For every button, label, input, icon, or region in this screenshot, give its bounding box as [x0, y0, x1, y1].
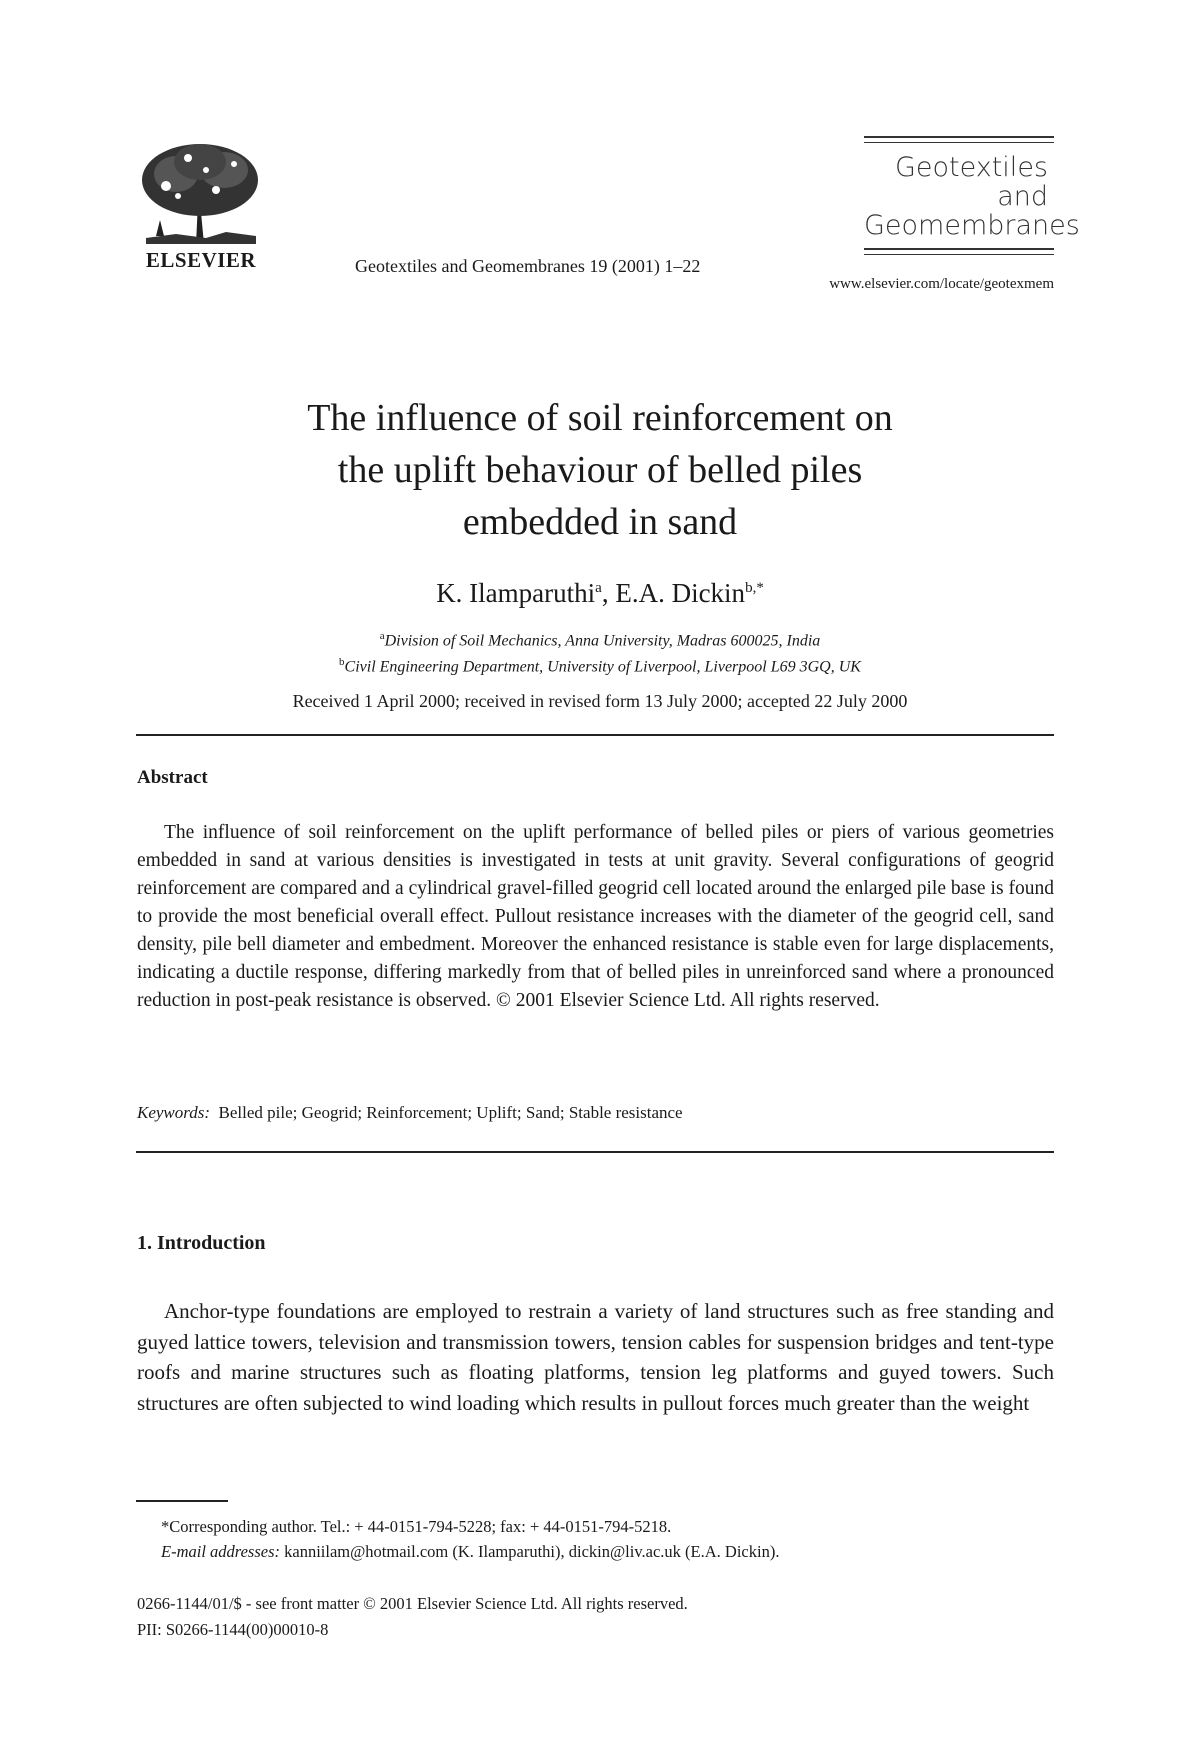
- journal-name-line: Geotextiles: [894, 152, 1048, 183]
- author-affil-mark: a: [595, 580, 602, 596]
- received-dates: Received 1 April 2000; received in revised form 13 July 2000; accepted 22 July 2000: [292, 691, 908, 711]
- journal-masthead: [864, 136, 1080, 255]
- title-line: embedded in sand: [462, 501, 738, 543]
- affiliation: [150, 656, 1050, 676]
- author-list: [150, 578, 1050, 609]
- divider-rule: [136, 1151, 1054, 1153]
- journal-url[interactable]: www.elsevier.com/locate/geotexmem: [829, 276, 1054, 292]
- elsevier-logo: [136, 140, 266, 270]
- corresponding-author-note: *Corresponding author. Tel.: + 44-0151-794-5228; fax: + 44-0151-794-5218.: [161, 1517, 672, 1536]
- section-heading: 1. Introduction: [137, 1232, 266, 1254]
- keywords-text: Belled pile; Geogrid; Reinforcement; Uplift; Sand; Stable resistance: [218, 1103, 683, 1122]
- affiliation-mark: a: [379, 630, 385, 642]
- affiliation-text: Division of Soil Mechanics, Anna University, Madras 600025, India: [384, 632, 821, 650]
- publisher-name: ELSEVIER: [145, 248, 257, 272]
- article-title: [150, 392, 1050, 548]
- author-separator: ,: [601, 578, 616, 608]
- divider-rule: [136, 734, 1054, 736]
- abstract-text: The influence of soil reinforcement on the uplift performance of belled piles or piers of various geometries embedded in sand at various densities is investigated in tests at unit gravity. Several configurations of geogrid reinforcement are compared and a cylindrical gravel-filled geogrid cell located around the enlarged pile base is found to provide the most beneficial overall effect. Pullout resistance increases with the diameter of the geogrid cell, sand density, pile bell diameter and embedment. Moreover the enhanced resistance is stable even for large displacements, indicating a ductile response, differing markedly from that of belled piles in unreinforced sand where a pronounced reduction in post-peak resistance is observed. © 2001 Elsevier Science Ltd. All rights reserved.: [137, 822, 1054, 1011]
- masthead-rule-top: [864, 136, 1054, 143]
- introduction-text: Anchor-type foundations are employed to restrain a variety of land structures such as free standing and guyed lattice towers, television and transmission towers, tension cables for suspension bridges and tent-type roofs and marine structures such as floating platforms, tension leg platforms and guyed towers. Such structures are often subjected to wind loading which results in pullout forces much greater than the weight: [137, 1299, 1054, 1415]
- pii-line: PII: S0266-1144(00)00010-8: [137, 1620, 329, 1639]
- affiliation-mark: b: [339, 656, 345, 668]
- footnote-rule: [136, 1500, 228, 1502]
- copyright-line: 0266-1144/01/$ - see front matter © 2001 Elsevier Science Ltd. All rights reserved.: [137, 1594, 688, 1613]
- email-addresses[interactable]: kanniilam@hotmail.com (K. Ilamparuthi), dickin@liv.ac.uk (E.A. Dickin).: [284, 1542, 780, 1561]
- elsevier-tree-emblem: [136, 140, 266, 248]
- journal-name: [864, 143, 1080, 248]
- email-note: [137, 1542, 1054, 1562]
- author-affil-mark: b,*: [745, 580, 764, 596]
- title-line: The influence of soil reinforcement on: [307, 397, 893, 439]
- journal-name-line: and: [997, 181, 1048, 212]
- abstract-heading: Abstract: [137, 767, 208, 788]
- author-name: K. Ilamparuthi: [436, 578, 596, 608]
- keywords-line: [137, 1103, 683, 1123]
- affiliation: [150, 630, 1050, 650]
- email-label: E-mail addresses:: [161, 1542, 280, 1561]
- masthead-rule-bottom: [864, 248, 1054, 255]
- journal-citation: Geotextiles and Geomembranes 19 (2001) 1–22: [355, 256, 701, 276]
- journal-name-line: Geomembranes: [864, 210, 1080, 241]
- author-name: E.A. Dickin: [615, 578, 746, 608]
- keywords-label: Keywords:: [137, 1103, 211, 1122]
- title-line: the uplift behaviour of belled piles: [337, 449, 863, 491]
- affiliation-text: Civil Engineering Department, University of Liverpool, Liverpool L69 3GQ, UK: [344, 658, 861, 676]
